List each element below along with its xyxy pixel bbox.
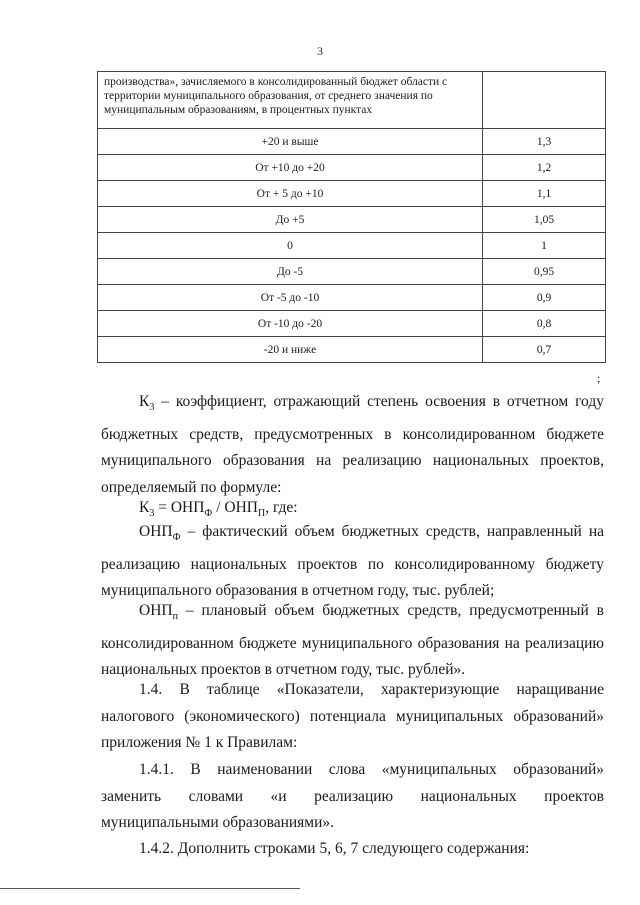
formula-k-sub: 3 [149,508,155,520]
paragraph-1-4: 1.4. В таблице «Показатели, характеризующие наращивание налогового (экономического) потенциала муниципальных образований» приложения № 1 к Правилам: [101,681,604,751]
table-row [98,155,606,181]
table-cell-range: От +10 до +20 [98,155,483,181]
table-cell-range: -20 и ниже [98,337,483,363]
table-cell-value: 0,8 [483,311,606,337]
k3-definition-text: – коэффициент, отражающий степень освоения в отчетном году бюджетных средств, предусмотренных в консолидированном бюджете муниципального образования на реализацию национальных проектов, определяемый по формуле: [101,393,604,496]
table-cell-range: От + 5 до +10 [98,181,483,207]
onp-f-definition [101,519,604,605]
formula-eq: = ОНП [154,499,205,516]
formula-f-sub: Ф [204,508,213,520]
paragraph-1-4-1: 1.4.1. В наименовании слова «муниципальных образований» заменить словами «и реализацию национальных проектов муниципальными образованиями». [101,761,604,831]
k3-symbol: К [139,393,150,410]
onp-p-text: – плановый объем бюджетных средств, предусмотренный в консолидированном бюджете муниципального образования на реализацию национальных проектов в отчетном году, тыс. рублей». [101,602,604,679]
paragraph-1-4-2: 1.4.2. Дополнить строками 5, 6, 7 следующего содержания: [139,840,530,857]
table-cell-range: От -5 до -10 [98,285,483,311]
table-header-row [98,72,606,129]
onp-f-text: – фактический объем бюджетных средств, направленный на реализацию национальных проектов по консолидированному бюджету муниципального образования в отчетном году, тыс. рублей; [101,523,604,600]
table-cell-value: 1,3 [483,129,606,155]
table-header-right [483,72,606,129]
k3-subscript: 3 [149,402,155,414]
table-header-left: производства», зачисляемого в консолидированный бюджет области с территории муниципального образования, от среднего значения по муниципальным образованиям, в процентных пунктах [98,72,483,129]
onp-f-symbol: ОНП [139,523,173,540]
footer-divider [0,888,300,889]
table-cell-value: 1 [483,233,606,259]
onp-p-definition [101,598,604,684]
table-cell-range: До +5 [98,207,483,233]
table-cell-range: 0 [98,233,483,259]
table-row [98,181,606,207]
onp-f-subscript: Ф [172,532,181,544]
table-cell-range: От -10 до -20 [98,311,483,337]
page-number: 3 [317,44,323,58]
onp-p-symbol: ОНП [139,602,173,619]
k3-definition [101,389,604,501]
table-cell-value: 0,7 [483,337,606,363]
table-cell-value: 1,2 [483,155,606,181]
table-cell-value: 1,05 [483,207,606,233]
table-row [98,129,606,155]
table-row [98,337,606,363]
table-row [98,285,606,311]
table-cell-value: 0,9 [483,285,606,311]
table-cell-value: 0,95 [483,259,606,285]
formula-p-sub: П [257,508,266,520]
table-cell-range: +20 и выше [98,129,483,155]
table-cell-value: 1,1 [483,181,606,207]
formula-k: К [139,499,150,516]
table-row [98,311,606,337]
table-row [98,207,606,233]
onp-p-subscript: п [172,611,178,623]
formula-slash: / ОНП [212,499,258,516]
table-row [98,233,606,259]
table-row [98,259,606,285]
table-end-semicolon: ; [597,371,601,385]
table-cell-range: До -5 [98,259,483,285]
coefficient-table [97,71,606,363]
formula-tail: , где: [265,499,298,516]
